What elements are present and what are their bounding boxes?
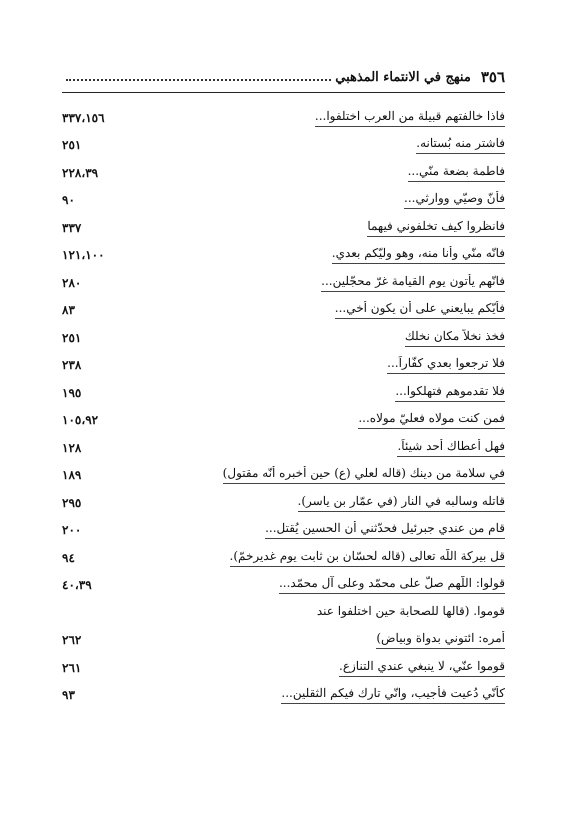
- entry-text: فانّه منّي وأنا منه، وهو وليّكم بعدي.: [332, 246, 505, 264]
- entry-text: قام من عندي جبرئيل فحدّثني أن الحسين يُقتل...: [265, 521, 505, 539]
- entry-pages: ٩٣: [62, 688, 75, 703]
- entry-pages: ١٠٥،٩٢: [62, 413, 99, 428]
- entry-text: فأيّكم يبايعني على أن يكون أخي...: [335, 301, 505, 319]
- entry-text: أمره: ائتوني بدواة وبياض): [376, 631, 505, 649]
- index-entry: [62, 654, 505, 682]
- entry-text: فخذ نخلاً مكان نخلك: [405, 329, 505, 347]
- entry-pages: ٢٠٠: [62, 523, 82, 538]
- index-entry: [62, 159, 505, 187]
- entry-text: قوموا. (قالها للصحابة حين اختلفوا عند: [316, 604, 505, 619]
- entry-pages: ٤٠،٣٩: [62, 578, 92, 593]
- entry-text: فلا ترجعوا بعدي كفّاراً...: [387, 356, 505, 374]
- index-entry: [62, 544, 505, 572]
- index-entry: [62, 407, 505, 435]
- hadith-index-list: [62, 104, 505, 709]
- index-entry: [62, 517, 505, 545]
- entry-pages: ٨٣: [62, 303, 75, 318]
- entry-text: فانظروا كيف تخلفوني فيهما: [367, 219, 505, 237]
- entry-pages: ١٩٥: [62, 385, 82, 400]
- book-title: منهج في الانتماء المذهبي: [335, 69, 471, 85]
- page-number: ٣٥٦: [480, 68, 505, 86]
- entry-pages: ٣٣٧،١٥٦: [62, 110, 105, 125]
- entry-text: قل بيركة اللّه تعالى (قاله لحسّان بن ثابت يوم غديرخمّ).: [230, 549, 505, 567]
- entry-pages: ٩٤: [62, 550, 75, 565]
- entry-text: فاذا خالفتهم قبيلة من العرب اختلفوا...: [315, 109, 505, 127]
- index-entry: [62, 297, 505, 325]
- entry-pages: ١٢١،١٠٠: [62, 248, 105, 263]
- entry-pages: ١٢٨: [62, 440, 82, 455]
- index-entry: [62, 599, 505, 627]
- index-entry: [62, 269, 505, 297]
- entry-pages: ٢٥١: [62, 330, 82, 345]
- index-entry: [62, 682, 505, 710]
- entry-pages: ٢٦٢: [62, 633, 82, 648]
- index-entry: [62, 627, 505, 655]
- index-entry: [62, 572, 505, 600]
- entry-text: فاطمة بضعة منّي...: [408, 164, 505, 182]
- entry-pages: ٢٨٠: [62, 275, 82, 290]
- entry-pages: ٣٣٧: [62, 220, 82, 235]
- index-entry: [62, 462, 505, 490]
- entry-pages: ٢٣٨: [62, 358, 82, 373]
- entry-pages: ٢٢٨،٣٩: [62, 165, 99, 180]
- entry-text: قولوا: اللّهم صلّ على محمّد وعلى آل محمّد...: [279, 576, 505, 594]
- entry-text: فهل أعطاك أحد شيئاً.: [397, 439, 505, 457]
- index-entry: [62, 214, 505, 242]
- entry-pages: ٢٩٥: [62, 495, 82, 510]
- index-entry: [62, 489, 505, 517]
- index-entry: [62, 324, 505, 352]
- entry-pages: ٩٠: [62, 193, 75, 208]
- entry-text: فانّهم يأتون يوم القيامة غرّ محجّلين...: [321, 274, 505, 292]
- entry-text: فمن كنت مولاه فعليّ مولاه...: [358, 411, 505, 429]
- entry-text: في سلامة من دينك (قاله لعلي (ع) حين أخبره أنّه مقتول): [223, 466, 505, 484]
- index-entry: [62, 434, 505, 462]
- index-entry: [62, 242, 505, 270]
- leader-dots: [66, 79, 331, 81]
- entry-text: فلا تقدموهم فتهلكوا...: [395, 384, 505, 402]
- index-entry: [62, 352, 505, 380]
- index-entry: [62, 379, 505, 407]
- entry-text: قوموا عنّي، لا ينبغي عندي التنازع.: [339, 659, 505, 677]
- entry-text: قاتله وسالبه في النار (في عمّار بن ياسر).: [298, 494, 505, 512]
- entry-pages: ١٨٩: [62, 468, 82, 483]
- entry-text: كأنّي دُعيت فأُجيب، وانّي تارك فيكم الثقلين...: [281, 686, 505, 704]
- index-entry: [62, 187, 505, 215]
- index-entry: [62, 132, 505, 160]
- entry-text: فاشتر منه بُستانه.: [416, 136, 505, 154]
- running-header: [62, 62, 505, 93]
- entry-text: فأنّ وصيّي ووارثي...: [404, 191, 505, 209]
- index-entry: [62, 104, 505, 132]
- entry-pages: ٢٦١: [62, 660, 82, 675]
- entry-pages: ٢٥١: [62, 138, 82, 153]
